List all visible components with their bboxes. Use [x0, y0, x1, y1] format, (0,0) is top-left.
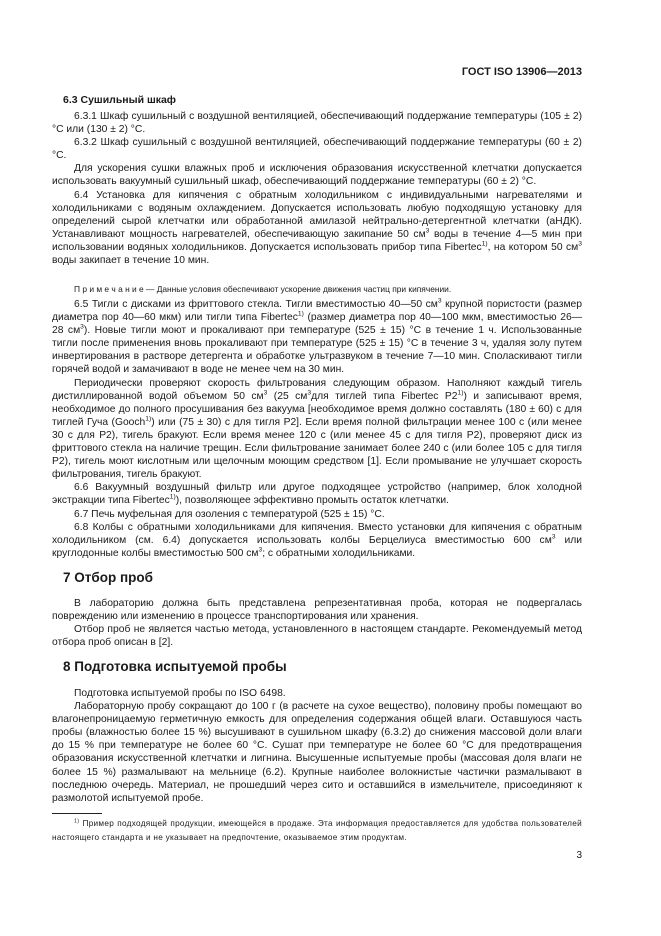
text-run: (25 см	[267, 390, 308, 402]
text-run: (размер диаметра пор 40—100 мкм, вместимостью 26—28 см	[52, 312, 582, 337]
text-run: 6.4 Установка для кипячения с обратным холодильником с индивидуальными нагревателями и холодильниками с водяным охлаждением. Допускается использовать любую подходящую установку для определений сырой клетчатки или обработанной амилазой нейтрально-детергентной клетчатки (аНДК). Устанавливают мощность нагревателей, обеспечивающую закипание 50 см	[52, 189, 582, 240]
text-run: Для ускорения сушки влажных проб и исключения образования искусственной клетчатки допускается использовать вакуумный сушильный шкаф, обеспечивающий поддержание температуры (60 ± 2) °С.	[52, 163, 582, 188]
paragraph	[52, 521, 582, 560]
paragraph	[52, 298, 582, 377]
text-run: Лабораторную пробу сокращают до 100 г (в расчете на сухое вещество), половину пробы помещают во влагонепроницаемую герметичную емкость для определения содержания общей влаги. Оставшуюся часть пробы (влажностью более 15 %) высушивают в сушильном шкафу (6.3.2) до снижения массовой доли влаги до 15 % при температуре не более 60 °С. Сушат при температуре не более 60 °С для предотвращения образования искусственной клетчатки и лигнина. Высушенные испытуемые пробы (массовая доля влаги не более 15 %) размалывают на мельнице (6.2). Крупные наиболее волокнистые частички размалывают в последнюю очередь. Материал, не прошедший через сито и оставшийся в измельчителе, присоединяют к размолотой испытуемой пробе.	[52, 701, 582, 804]
text-run: ) и записывают время, необходимое до полного просушивания без вакуума [необходимое время должно составлять (180 ± 60) с для тиглей Гуча (Gooch	[52, 390, 582, 428]
superscript: 3	[578, 240, 582, 248]
paragraph	[52, 597, 582, 623]
text-run: , на котором 50 см	[487, 241, 579, 253]
text-run: воды закипает в течение 10 мин.	[52, 255, 210, 267]
text-run: ), позволяющее эффективно промыть остаток клетчатки.	[175, 495, 449, 507]
superscript: 3	[80, 323, 84, 331]
paragraph	[52, 136, 582, 162]
footnote-mark: 1)	[74, 818, 80, 825]
paragraphs-6-5-to-6-8	[52, 298, 582, 560]
text-run: Периодически проверяют скорость фильтрования следующим образом. Наполняют каждый тигель дистиллированной водой объемом 50 см	[52, 377, 582, 402]
text-run: воды в течение 4—5 мин при использовании водяных холодильников. Допускается использовать прибор типа Fibertec	[52, 228, 583, 253]
text-run: Отбор проб не является частью метода, установленного в настоящем стандарте. Рекомендуемый метод отбора проб описан в [2].	[52, 624, 582, 649]
text-run: 6.3.2 Шкаф сушильный с воздушной вентиляцией, обеспечивающий поддержание температуры (60 ± 2) °С.	[52, 137, 582, 162]
text-run: 6.5 Тигли с дисками из фриттового стекла. Тигли вместимостью 40—50 см	[74, 299, 438, 310]
text-run: 6.3.1 Шкаф сушильный с воздушной вентиляцией, обеспечивающий поддержание температуры (105 ± 2) °С или (130 ± 2) °С.	[52, 111, 582, 136]
footnote	[52, 817, 582, 845]
superscript: 3	[263, 389, 268, 397]
footnote-divider	[52, 813, 102, 814]
text-run: В лабораторию должна быть представлена репрезентативная проба, которая не подвергалась повреждению или изменению в процессе транспортирования или хранения.	[52, 598, 582, 623]
paragraph	[52, 623, 582, 649]
paragraph	[52, 110, 582, 136]
superscript: 1)	[169, 493, 176, 501]
text-run: или круглодонные колбы вместимостью 500 см	[52, 534, 582, 559]
note: П р и м е ч а н и е — Данные условия обеспечивают ускорение движения частиц при кипячении.	[74, 284, 452, 294]
text-run: 6.6 Вакуумный воздушный фильтр или другое подходящее устройство (например, блок холодной экстракции типа Fibertec	[52, 482, 582, 507]
paragraphs-section-8	[52, 687, 582, 805]
text-run: ) или (75 ± 30) с для тигля Р2]. Если время полной фильтрации менее 100 с (или менее 30 с для Р2), тигель бракуют. Если время менее 120 с (или менее 45 с для тигля Р2), проверяют диск из фриттового стекла на наличие трещин. Если фильтрование занимает более 240 с (или более 105 с для тигля Р2), тигель моют кислотным или щелочным моющим средством [1]. Если промывание не улучшает скорость фильтрования, тигель бракуют.	[52, 416, 582, 481]
text-run: ). Новые тигли моют и прокаливают при температуре (525 ± 15) °С в течение 1 ч. Использованные тигли после применения вновь прокаливают при температуре (525 ± 15) °С в течение 3 ч, удаляя золу путем инвертирования в растворе детергента и обработке ультразвуком в течение 7—10 мин. Споласкивают тигли горячей водой и замачивают в воде не менее чем на 30 мин.	[52, 325, 582, 376]
superscript: 3	[307, 389, 312, 397]
page-number: 3	[576, 850, 582, 861]
superscript: 3	[258, 546, 263, 554]
superscript: 1)	[457, 389, 464, 397]
text-run: ; с обратными холодильниками.	[262, 547, 416, 559]
text-run: для тиглей типа Fibertec P2	[311, 390, 458, 402]
section-8-heading: 8 Подготовка испытуемой пробы	[63, 659, 287, 674]
superscript: 3	[425, 227, 430, 235]
text-run: Подготовка испытуемой пробы по ISO 6498.	[74, 688, 286, 699]
paragraph	[52, 189, 582, 268]
paragraph	[52, 481, 582, 507]
text-run: 6.8 Колбы с обратными холодильниками для кипячения. Вместо установки для кипячения с обратным холодильником (см. 6.4) допускается использовать колбы Берцелиуса вместимостью 600 см	[52, 521, 582, 546]
superscript: 1)	[145, 415, 152, 423]
superscript: 1)	[481, 240, 488, 248]
text-run: крупной пористости (размер диаметра пор 40—60 мкм) или тигли типа Fibertec	[52, 299, 583, 324]
superscript: 1)	[297, 310, 304, 318]
paragraph	[52, 508, 582, 521]
superscript: 3	[551, 533, 556, 541]
document-header: ГОСТ ISO 13906—2013	[461, 66, 582, 78]
paragraph	[52, 687, 582, 700]
paragraphs-section-7	[52, 597, 582, 649]
paragraph	[52, 377, 582, 482]
section-6-3-heading: 6.3 Сушильный шкаф	[63, 94, 176, 106]
paragraph	[52, 700, 582, 805]
superscript: 3	[437, 297, 442, 305]
paragraphs-6-3-to-6-4	[52, 110, 582, 267]
paragraph	[52, 162, 582, 188]
text-run: 6.7 Печь муфельная для озоления с температурой (525 ± 15) °С.	[74, 508, 385, 520]
section-7-heading: 7 Отбор проб	[63, 570, 153, 585]
footnote-text: Пример подходящей продукции, имеющейся в продаже. Эта информация предоставляется для удобства пользователей настоящего стандарта и не указывает на предпочтение, оказываемое этим продуктам.	[52, 819, 582, 842]
